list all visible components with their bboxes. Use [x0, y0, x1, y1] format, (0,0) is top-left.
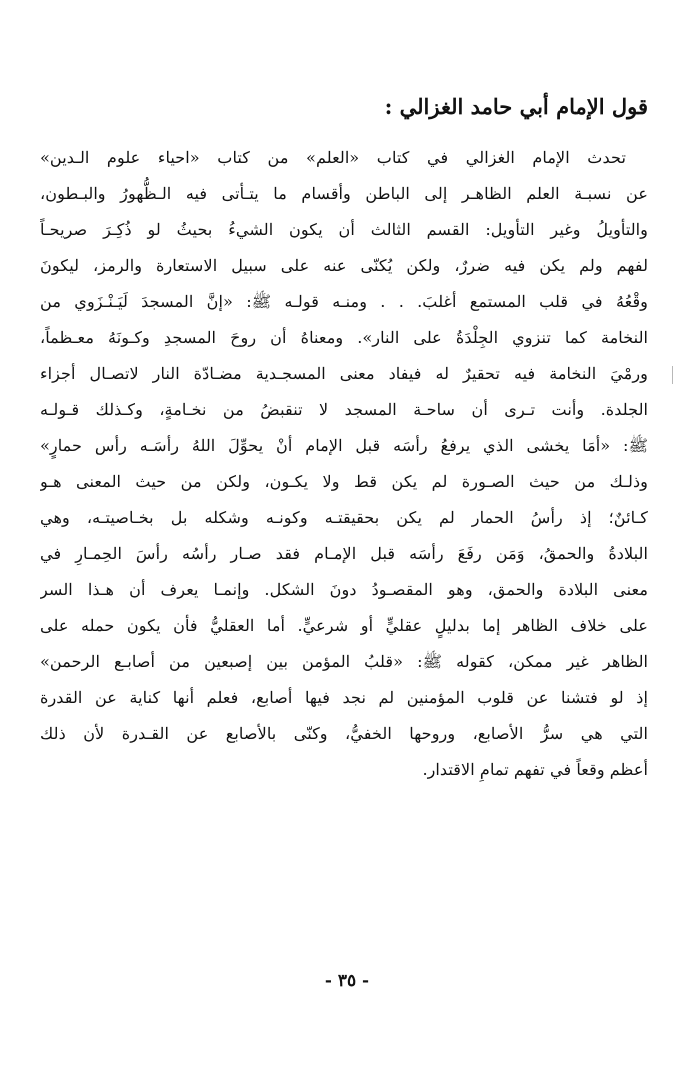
section-heading: قول الإمام أبي حامد الغزالي : — [384, 94, 648, 119]
paragraph-line: التي هي سرُّ الأصابع، وروحها الخفيُّ، وكنّى بالأصابع عن القـدرة لأن ذلك — [40, 724, 648, 743]
paragraph-line: كـائنٌ؛ إذ رأسُ الحمار لم يكن بحقيقتـه وكونـه وشكله بل بخـاصيتـه، وهي — [40, 508, 648, 527]
paragraph-line: والتأويلُ وغير التأويل: القسم الثالث أن يكون الشيءُ بحيثُ لو ذُكِـرَ صريحـاً — [40, 220, 648, 239]
paragraph-line: أعظم وقعاً في تفهم تمامِ الاقتدار. — [422, 760, 648, 779]
paragraph-line: النخامة كما تنزوي الجِلْدَةُ على النار». ومعناهُ أن روحَ المسجدِ وكـونَهُ معـظماً، — [40, 328, 648, 347]
paragraph-line: ورمْيَ النخامة فيه تحقيرٌ له فيفاد معنى المسجـدية مضـادّة النار لاتصـال أجزاء — [40, 364, 648, 383]
paragraph-line: عن نسبـة العلم الظاهـر إلى الباطن وأقسام ما يتـأتى فيه الـظُّهورُ والبـطون، — [40, 184, 648, 203]
paragraph-line: وقْعُهُ في قلب المستمع أغلبَ. . . ومنـه قولـه ﷺ: «إنَّ المسجدَ لَيَـنْـزَوي من — [40, 292, 648, 311]
paragraph-line: البلادةُ والحمقُ، وَمَن رفَعَ رأسَه قبل الإمـام فقد صـار رأسُه رأسَ الحِمـارِ في — [40, 544, 648, 563]
paragraph-line: إذ لو فتشنا عن قلوب المؤمنين لم نجد فيها أصابع، فعلم أنها كناية عن القدرة — [40, 688, 648, 707]
paragraph-line: وذلـك من حيث الصـورة لم يكن قط ولا يكـون، ولكن من حيث المعنى هـو — [40, 472, 648, 491]
paragraph-line: الظاهر غير ممكن، كقوله ﷺ: «قلبُ المؤمن بين إصبعين من أصابـع الرحمن» — [40, 652, 648, 671]
paragraph — [40, 140, 648, 788]
paragraph-line: الجلدة. وأنت تـرى أن ساحـة المسجد لا تنقبضُ من نخـامةٍ، وكـذلك قـولـه — [40, 400, 648, 419]
margin-mark — [672, 366, 673, 384]
page-number: - ٣٥ - — [324, 971, 370, 991]
paragraph-line: ﷺ: «أمَا يخشى الذي يرفعُ رأسَه قبل الإمام أنْ يحوِّلَ اللهُ رأسَـه رأس حمارٍ» — [40, 436, 648, 455]
paragraph-line: على خلاف الظاهر إما بدليلٍ عقليٍّ أو شرعيٍّ. أما العقليُّ فأن يكون حمله على — [40, 616, 648, 635]
paragraph-line: لفهم ولم يكن فيه ضررٌ، ولكن يُكنّى عنه على سبيل الاستعارة والرمز، ليكونَ — [40, 256, 648, 275]
paragraph-line: تحدث الإمام الغزالي في كتاب «العلم» من كتاب «احياء علوم الـدين» — [40, 148, 626, 167]
paragraph-line: معنى البلادة والحمق، وهو المقصـودُ دونَ الشكل. وإنمـا يعرف أن هـذا السر — [40, 580, 648, 599]
